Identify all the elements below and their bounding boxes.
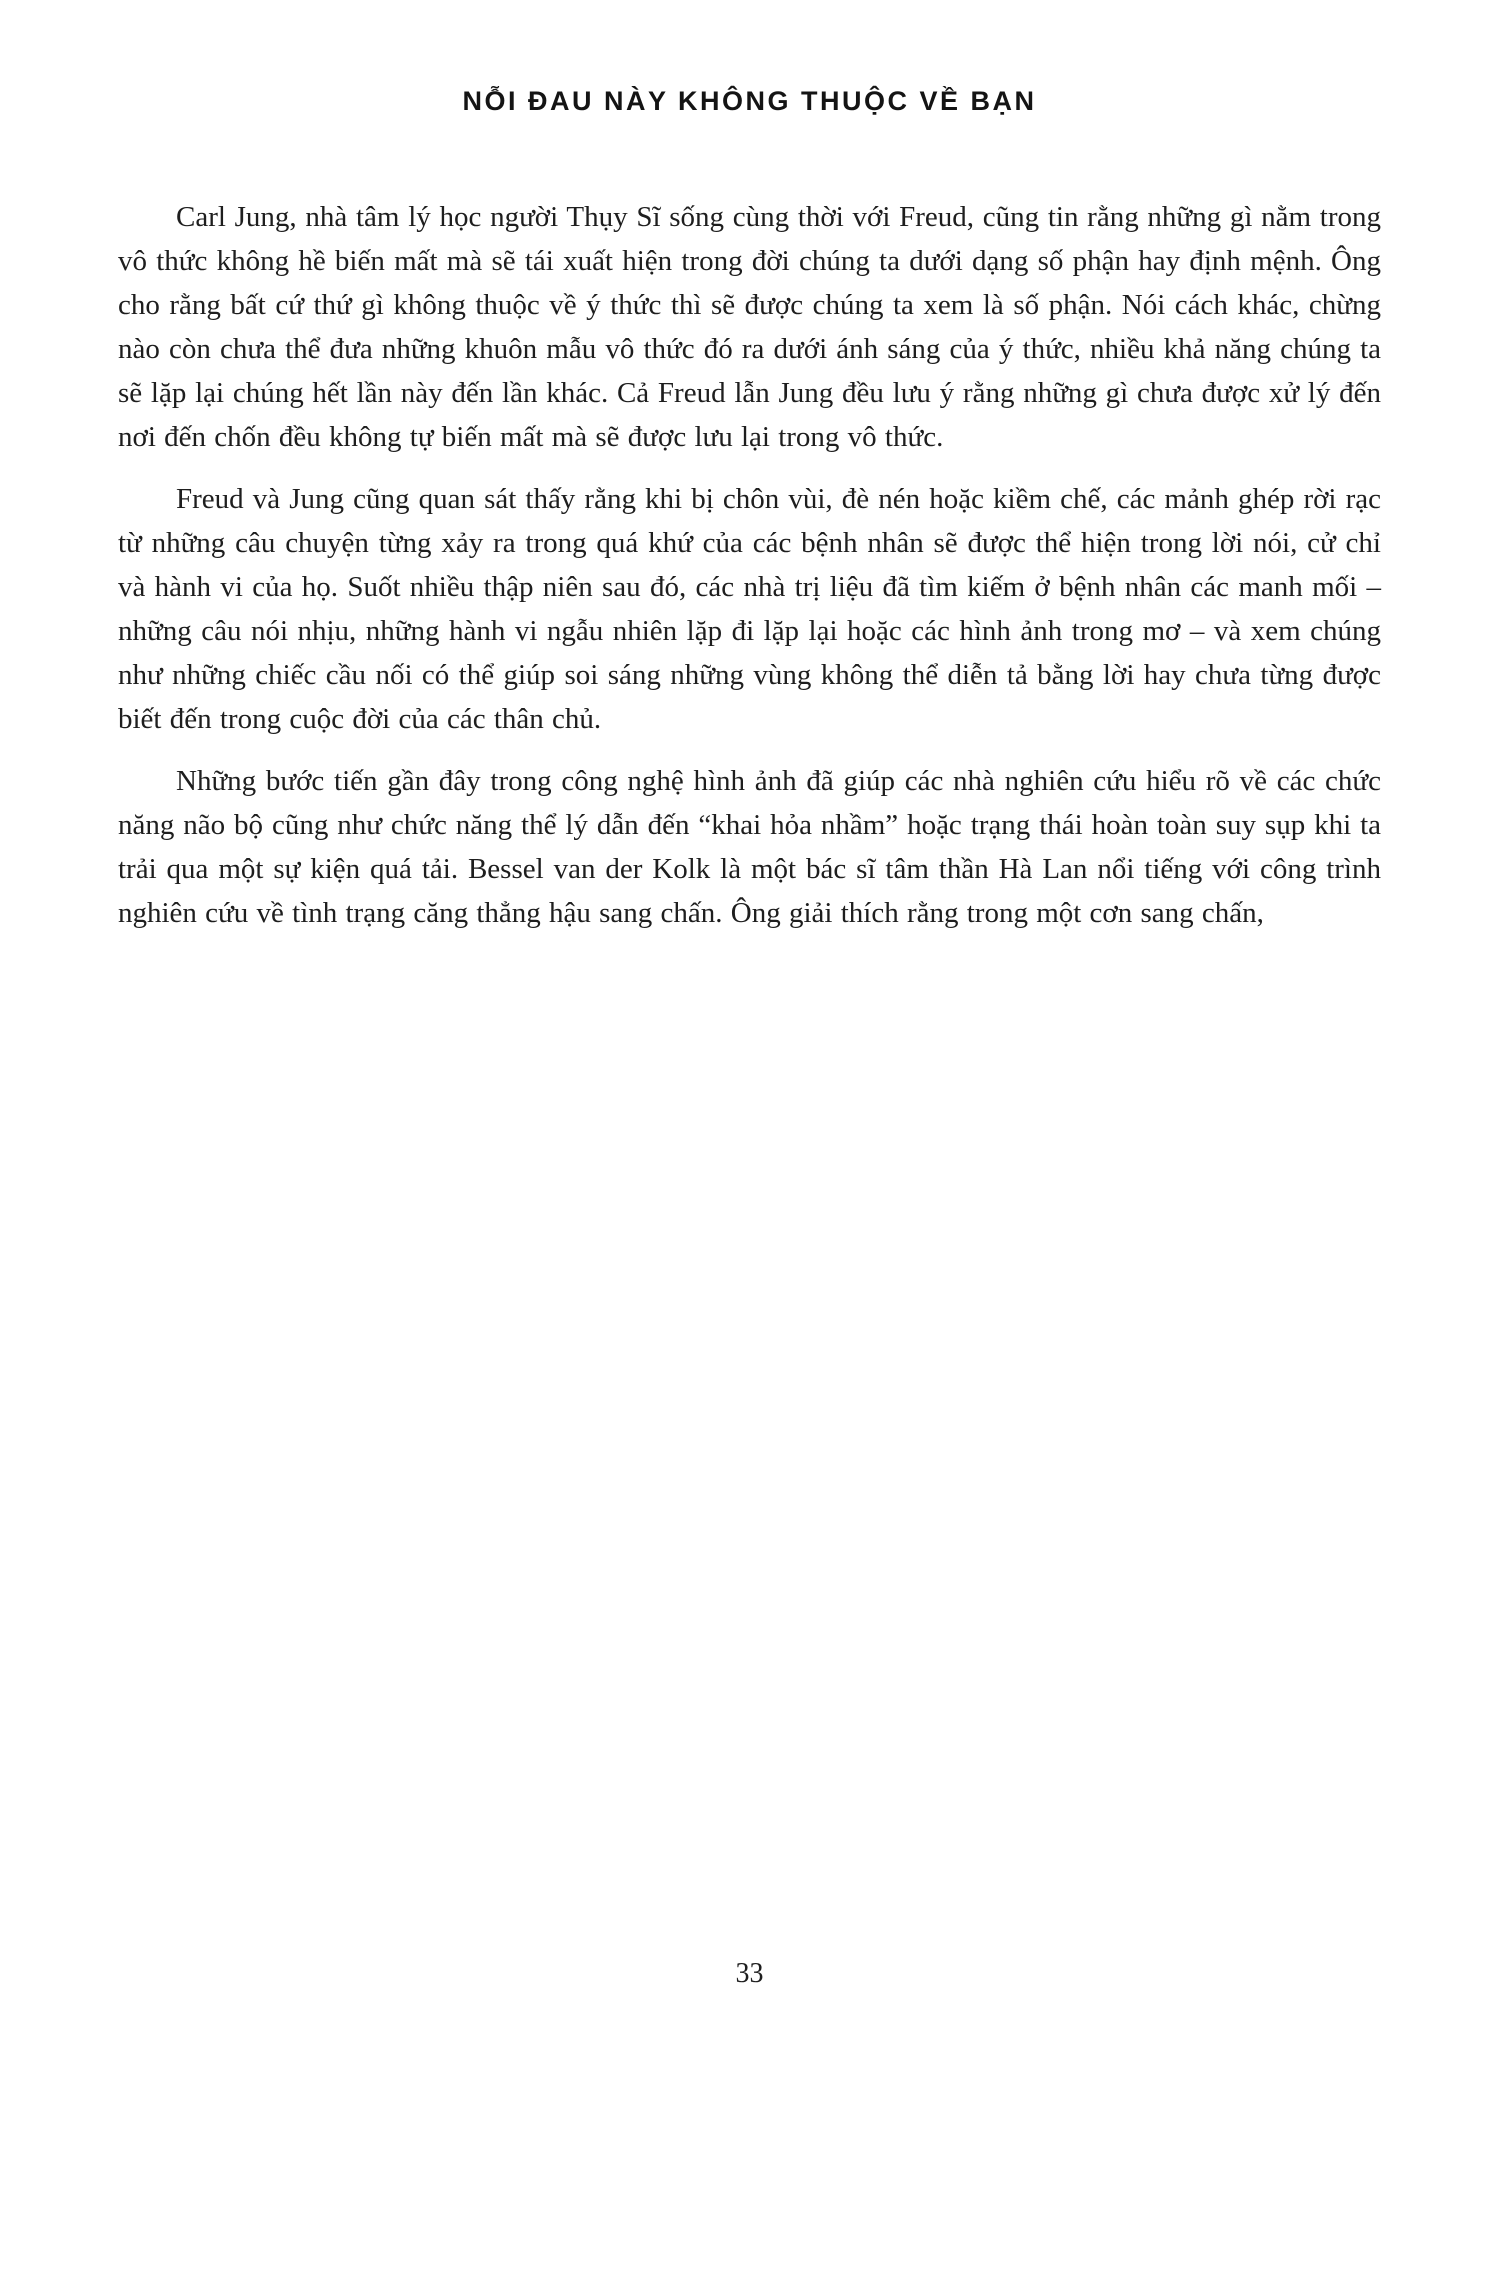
paragraph-1: Carl Jung, nhà tâm lý học người Thụy Sĩ sống cùng thời với Freud, cũng tin rằng những gì nằm trong vô thức không hề biến mất mà sẽ tái xuất hiện trong đời chúng ta dưới dạng số phận hay định mệnh. Ông cho rằng bất cứ thứ gì không thuộc về ý thức thì sẽ được chúng ta xem là số phận. Nói cách khác, chừng nào còn chưa thể đưa những khuôn mẫu vô thức đó ra dưới ánh sáng của ý thức, nhiều khả năng chúng ta sẽ lặp lại chúng hết lần này đến lần khác. Cả Freud lẫn Jung đều lưu ý rằng những gì chưa được xử lý đến nơi đến chốn đều không tự biến mất mà sẽ được lưu lại trong vô thức. <box>118 201 1381 453</box>
page-body <box>118 195 1381 935</box>
paragraph-2: Freud và Jung cũng quan sát thấy rằng khi bị chôn vùi, đè nén hoặc kiềm chế, các mảnh ghép rời rạc từ những câu chuyện từng xảy ra trong quá khứ của các bệnh nhân sẽ được thể hiện trong lời nói, cử chỉ và hành vi của họ. Suốt nhiều thập niên sau đó, các nhà trị liệu đã tìm kiếm ở bệnh nhân các manh mối – những câu nói nhịu, những hành vi ngẫu nhiên lặp đi lặp lại hoặc các hình ảnh trong mơ – và xem chúng như những chiếc cầu nối có thể giúp soi sáng những vùng không thể diễn tả bằng lời hay chưa từng được biết đến trong cuộc đời của các thân chủ. <box>118 483 1381 735</box>
paragraph-3: Những bước tiến gần đây trong công nghệ hình ảnh đã giúp các nhà nghiên cứu hiểu rõ về các chức năng não bộ cũng như chức năng thể lý dẫn đến “khai hỏa nhầm” hoặc trạng thái hoàn toàn suy sụp khi ta trải qua một sự kiện quá tải. Bessel van der Kolk là một bác sĩ tâm thần Hà Lan nổi tiếng với công trình nghiên cứu về tình trạng căng thẳng hậu sang chấn. Ông giải thích rằng trong một cơn sang chấn, <box>118 765 1381 929</box>
running-header-title: NỖI ĐAU NÀY KHÔNG THUỘC VỀ BẠN <box>462 86 1037 116</box>
page-number: 33 <box>735 1958 764 1989</box>
